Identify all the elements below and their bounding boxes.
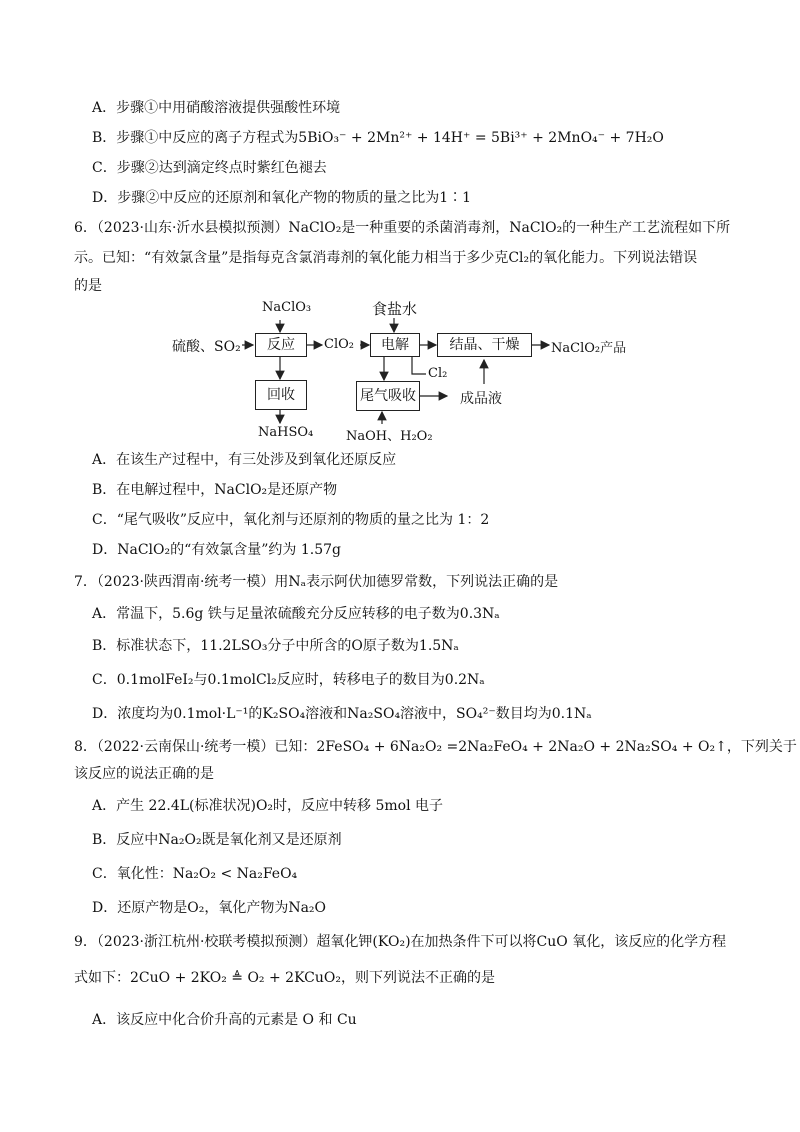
q8-option-d: D．还原产物是O₂，氧化产物为Na₂O	[92, 900, 327, 916]
q8-option-b: B．反应中Na₂O₂既是氧化剂又是还原剂	[92, 832, 342, 848]
q6-stem-line1: 6．（2023·山东·沂水县模拟预测）NaClO₂是一种重要的杀菌消毒剂，NaClO₂的一种生产工艺流程如下所	[74, 220, 731, 236]
flow-box-tail-gas: 尾气吸收	[356, 381, 420, 411]
q8-stem-line2: 该反应的说法正确的是	[74, 766, 214, 782]
q5-option-b: B．步骤①中反应的离子方程式为5BiO₃⁻ + 2Mn²⁺ + 14H⁺ = 5Bi³⁺ + 2MnO₄⁻ + 7H₂O	[92, 130, 664, 146]
q9-option-a: A．该反应中化合价升高的元素是 O 和 Cu	[92, 1012, 357, 1028]
q5-option-d: D．步骤②中反应的还原剂和氧化产物的物质的量之比为1∶1	[92, 190, 472, 206]
q9-stem-line1: 9．（2023·浙江杭州·校联考模拟预测）超氧化钾(KO₂)在加热条件下可以将CuO 氧化，该反应的化学方程	[74, 934, 727, 950]
q9-stem-line2: 式如下：2CuO + 2KO₂ ≜ O₂ + 2KCuO₂，则下列说法不正确的是	[74, 970, 495, 986]
flow-box-reaction: 反应	[255, 333, 307, 357]
flow-label-nahso4: NaHSO₄	[258, 425, 314, 440]
q6-option-b: B．在电解过程中，NaClO₂是还原产物	[92, 482, 338, 498]
q8-stem-line1: 8．（2022·云南保山·统考一模）已知：2FeSO₄ + 6Na₂O₂ =2Na₂FeO₄ + 2Na₂O + 2Na₂SO₄ + O₂↑，下列关于	[74, 739, 797, 755]
flow-label-clo2: ClO₂	[324, 337, 354, 352]
q6-option-a: A．在该生产过程中，有三处涉及到氧化还原反应	[92, 452, 397, 468]
flow-box-recover: 回收	[255, 380, 307, 410]
q7-option-d: D．浓度均为0.1mol·L⁻¹的K₂SO₄溶液和Na₂SO₄溶液中，SO₄²⁻数目均为0.1Nₐ	[92, 706, 592, 722]
q7-option-b: B．标准状态下，11.2LSO₃分子中所含的O原子数为1.5Nₐ	[92, 638, 459, 654]
flow-label-product: NaClO₂产品	[551, 341, 627, 356]
flow-label-cl2: Cl₂	[428, 366, 448, 381]
q7-stem: 7．（2023·陕西渭南·统考一模）用Nₐ表示阿伏加德罗常数，下列说法正确的是	[74, 574, 559, 590]
q5-option-a: A．步骤①中用硝酸溶液提供强酸性环境	[92, 100, 341, 116]
q6-option-c: C．“尾气吸收”反应中，氧化剂与还原剂的物质的量之比为 1：2	[92, 512, 490, 528]
flow-input-naclo3: NaClO₃	[262, 300, 312, 315]
flow-box-electrolysis: 电解	[370, 333, 420, 357]
q5-option-c: C．步骤②达到滴定终点时紫红色褪去	[92, 160, 327, 176]
flow-box-crystallize-dry: 结晶、干燥	[437, 333, 532, 357]
flow-label-brine: 食盐水	[372, 300, 418, 318]
q8-option-a: A．产生 22.4L(标准状况)O₂时，反应中转移 5mol 电子	[92, 798, 444, 814]
flow-label-naoh-h2o2: NaOH、H₂O₂	[346, 429, 433, 444]
q7-option-c: C．0.1molFeI₂与0.1molCl₂反应时，转移电子的数目为0.2Nₐ	[92, 672, 485, 688]
q6-stem-line2: 示。已知：“有效氯含量”是指每克含氯消毒剂的氧化能力相当于多少克Cl₂的氧化能力。下列说法错误	[74, 250, 698, 266]
q7-option-a: A．常温下，5.6g 铁与足量浓硫酸充分反应转移的电子数为0.3Nₐ	[92, 606, 500, 622]
q6-stem-line3: 的是	[74, 278, 102, 294]
flow-label-finished-liquid: 成品液	[460, 391, 502, 407]
flow-input-acid-so2: 硫酸、SO₂	[172, 339, 241, 355]
q6-option-d: D．NaClO₂的“有效氯含量”约为 1.57g	[92, 542, 341, 558]
q8-option-c: C．氧化性：Na₂O₂ < Na₂FeO₄	[92, 866, 298, 882]
